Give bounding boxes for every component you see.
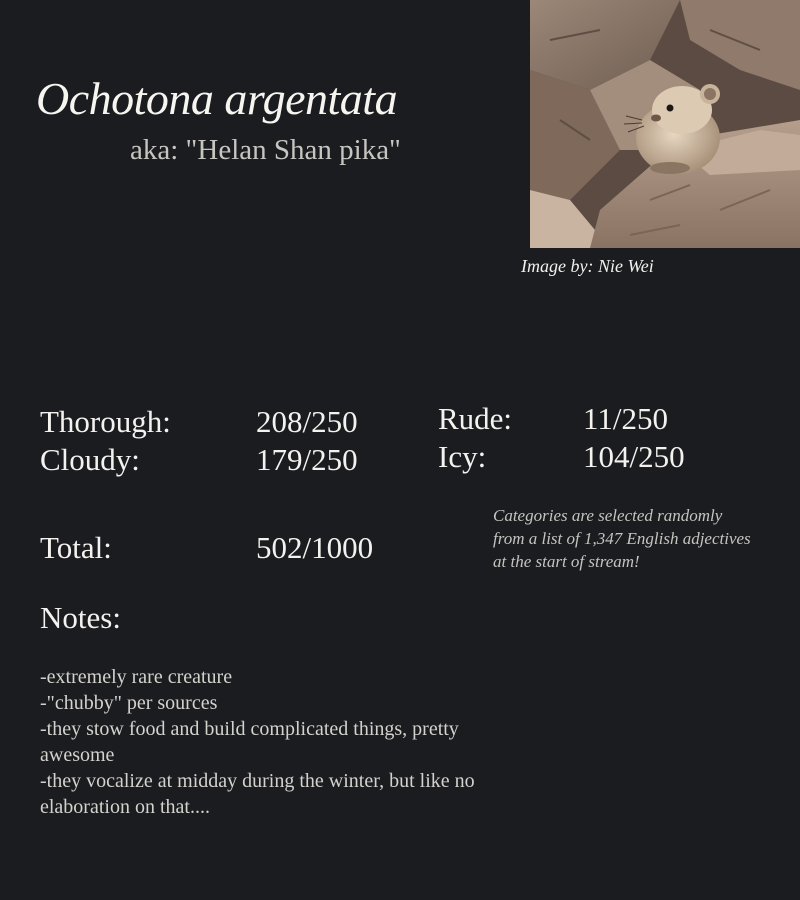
score-value-rude: 11/250 <box>583 401 668 436</box>
pika-photo <box>530 0 800 248</box>
note-item: -"chubby" per sources <box>40 692 218 714</box>
score-value-total: 502/1000 <box>256 530 374 565</box>
score-label-icy: Icy: <box>438 439 487 474</box>
note-item: -they stow food and build complicated things, pretty awesome <box>40 718 459 766</box>
score-value-icy: 104/250 <box>583 439 685 474</box>
note-item: -extremely rare creature <box>40 666 233 688</box>
species-common-name: aka: "Helan Shan pika" <box>130 134 401 166</box>
category-note: Categories are selected randomly from a list of 1,347 English adjectives at the start of stream! <box>493 506 751 571</box>
notes-heading: Notes: <box>40 600 121 635</box>
notes-list <box>40 664 520 820</box>
score-label-thorough: Thorough: <box>40 404 171 439</box>
photo-credit: Image by: Nie Wei <box>521 256 654 276</box>
note-item: -they vocalize at midday during the winter, but like no elaboration on that.... <box>40 770 475 818</box>
score-label-rude: Rude: <box>438 401 513 436</box>
pika-photo-illustration <box>530 0 800 248</box>
score-label-total: Total: <box>40 530 112 565</box>
species-scientific-name: Ochotona argentata <box>36 73 398 124</box>
score-value-thorough: 208/250 <box>256 404 358 439</box>
score-value-cloudy: 179/250 <box>256 442 358 477</box>
score-label-cloudy: Cloudy: <box>40 442 140 477</box>
